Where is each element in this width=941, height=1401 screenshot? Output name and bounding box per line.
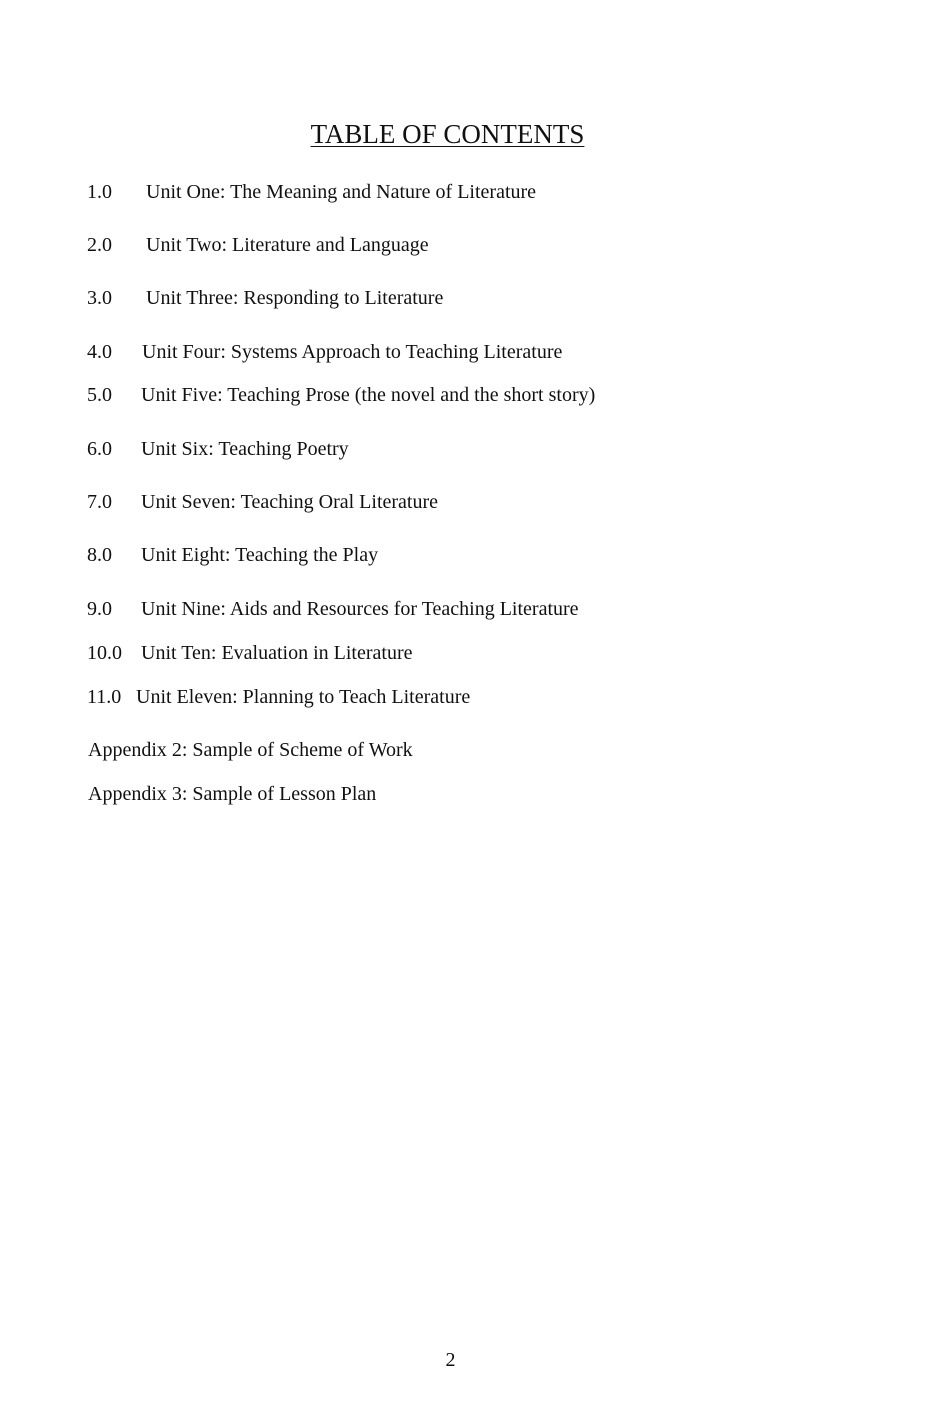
toc-entry-label: Unit One: The Meaning and Nature of Literature	[146, 181, 537, 203]
toc-entry-number: 5.0	[87, 384, 112, 406]
toc-entry-number: 8.0	[87, 544, 112, 566]
toc-entry-label: Unit Three: Responding to Literature	[146, 287, 444, 309]
toc-entry-label: Unit Five: Teaching Prose (the novel and the short story)	[141, 384, 596, 406]
toc-entry-number: 4.0	[87, 341, 112, 363]
toc-entry-number: 1.0	[87, 181, 112, 203]
toc-entry-label: Unit Four: Systems Approach to Teaching Literature	[142, 341, 563, 363]
toc-entry-label: Unit Eight: Teaching the Play	[141, 544, 379, 566]
page-number: 2	[445, 1349, 456, 1371]
toc-entry-number: 6.0	[87, 438, 112, 460]
toc-entry-number: 9.0	[87, 598, 112, 620]
toc-entry-number: 7.0	[87, 491, 112, 513]
appendix-entry-3: Appendix 3: Sample of Lesson Plan	[88, 783, 377, 805]
toc-entry-label: Unit Six: Teaching Poetry	[141, 438, 349, 460]
toc-entry-label: Unit Ten: Evaluation in Literature	[141, 642, 413, 664]
toc-entry-number: 11.0	[87, 686, 122, 708]
toc-entry-label: Unit Eleven: Planning to Teach Literature	[136, 686, 471, 708]
toc-entry-number: 3.0	[87, 287, 112, 309]
toc-entry-label: Unit Nine: Aids and Resources for Teaching Literature	[141, 598, 579, 620]
appendix-entry-2: Appendix 2: Sample of Scheme of Work	[88, 739, 413, 761]
toc-entry-number: 2.0	[87, 234, 112, 256]
toc-entry-number: 10.0	[87, 642, 122, 664]
toc-entry-label: Unit Two: Literature and Language	[146, 234, 429, 256]
toc-entry-label: Unit Seven: Teaching Oral Literature	[141, 491, 439, 513]
page-title: TABLE OF CONTENTS	[310, 119, 585, 149]
